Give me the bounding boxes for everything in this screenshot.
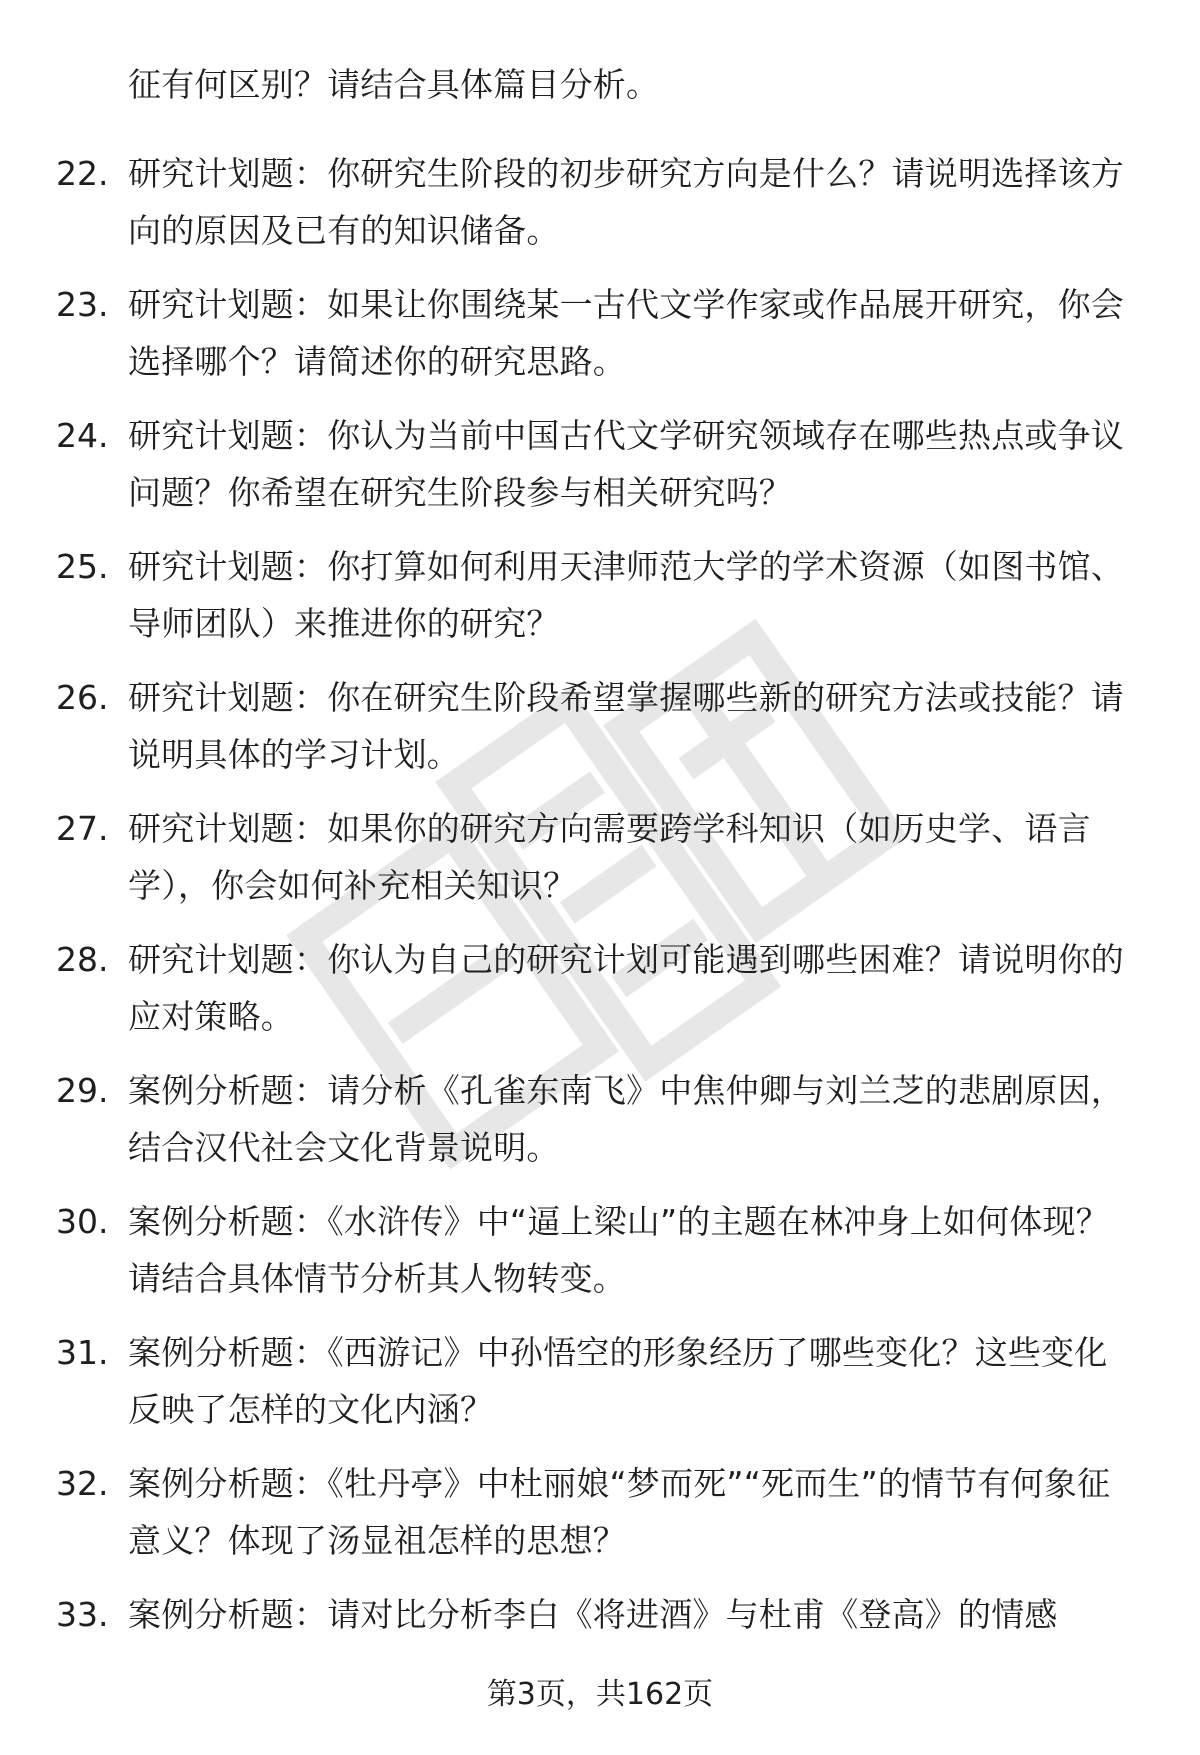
question-26 bbox=[0, 669, 1200, 800]
question-25 bbox=[0, 538, 1200, 669]
question-32 bbox=[0, 1455, 1200, 1586]
question-text: 案例分析题：《牡丹亭》中杜丽娘“梦而死”“死而生”的情节有何象征意义？体现了汤显祖怎样的思想？ bbox=[128, 1464, 1111, 1560]
question-number: 30. bbox=[56, 1202, 109, 1241]
question-text: 研究计划题：你打算如何利用天津师范大学的学术资源（如图书馆、导师团队）来推进你的研究？ bbox=[128, 547, 1124, 643]
question-30 bbox=[0, 1193, 1200, 1324]
question-number: 26. bbox=[56, 678, 109, 717]
question-list bbox=[0, 145, 1200, 1717]
question-31 bbox=[0, 1324, 1200, 1455]
question-text: 研究计划题：如果让你围绕某一古代文学作家或作品展开研究，你会选择哪个？请简述你的研究思路。 bbox=[128, 285, 1124, 381]
question-text: 案例分析题：请分析《孔雀东南飞》中焦仲卿与刘兰芝的悲剧原因，结合汉代社会文化背景说明。 bbox=[128, 1071, 1124, 1167]
question-number: 24. bbox=[56, 416, 109, 455]
question-number: 33. bbox=[56, 1595, 109, 1634]
question-22 bbox=[0, 145, 1200, 276]
question-24 bbox=[0, 407, 1200, 538]
question-text: 研究计划题：你认为当前中国古代文学研究领域存在哪些热点或争议问题？你希望在研究生阶段参与相关研究吗？ bbox=[128, 416, 1124, 512]
question-text: 研究计划题：你认为自己的研究计划可能遇到哪些困难？请说明你的应对策略。 bbox=[128, 940, 1124, 1036]
question-text: 研究计划题：你研究生阶段的初步研究方向是什么？请说明选择该方向的原因及已有的知识储备。 bbox=[128, 154, 1124, 250]
question-number: 22. bbox=[56, 154, 109, 193]
question-text: 研究计划题：如果你的研究方向需要跨学科知识（如历史学、语言学），你会如何补充相关知识？ bbox=[128, 809, 1091, 905]
question-text: 案例分析题：《水浒传》中“逼上梁山”的主题在林冲身上如何体现？请结合具体情节分析其人物转变。 bbox=[128, 1202, 1109, 1298]
question-27 bbox=[0, 800, 1200, 931]
question-number: 31. bbox=[56, 1333, 109, 1372]
question-text: 案例分析题：《西游记》中孙悟空的形象经历了哪些变化？这些变化反映了怎样的文化内涵？ bbox=[128, 1333, 1108, 1429]
continued-question-text: 征有何区别？请结合具体篇目分析。 bbox=[128, 65, 660, 104]
page-footer: 第3页，共162页 bbox=[486, 1677, 714, 1712]
question-text: 案例分析题：请对比分析李白《将进酒》与杜甫《登高》的情感 bbox=[128, 1595, 1058, 1634]
question-text: 研究计划题：你在研究生阶段希望掌握哪些新的研究方法或技能？请说明具体的学习计划。 bbox=[128, 678, 1124, 774]
question-28 bbox=[0, 931, 1200, 1062]
question-23 bbox=[0, 276, 1200, 407]
question-29 bbox=[0, 1062, 1200, 1193]
question-number: 23. bbox=[56, 285, 109, 324]
question-number: 32. bbox=[56, 1464, 109, 1503]
question-number: 28. bbox=[56, 940, 109, 979]
question-number: 29. bbox=[56, 1071, 109, 1110]
question-number: 27. bbox=[56, 809, 109, 848]
question-number: 25. bbox=[56, 547, 109, 586]
